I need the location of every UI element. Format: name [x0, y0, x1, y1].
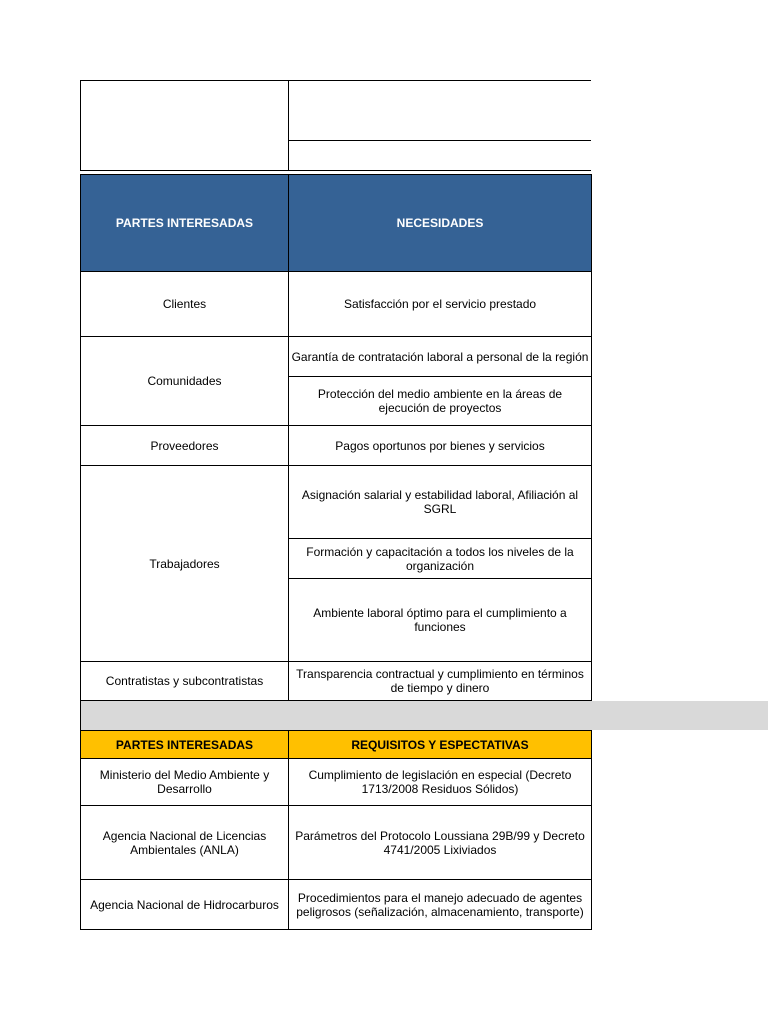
party-cell: Clientes [80, 271, 289, 337]
title-block-top-border [288, 80, 591, 81]
need-cell: Ambiente laboral óptimo para el cumplimiento a funciones [288, 578, 592, 662]
header-partes-interesadas-2: PARTES INTERESADAS [80, 730, 289, 759]
need-cell: Formación y capacitación a todos los niveles de la organización [288, 538, 592, 579]
party-cell: Contratistas y subcontratistas [80, 661, 289, 701]
requirement-cell: Cumplimiento de legislación en especial (Decreto 1713/2008 Residuos Sólidos) [288, 758, 592, 806]
header-requisitos: REQUISITOS Y ESPECTATIVAS [288, 730, 592, 759]
party-cell: Comunidades [80, 336, 289, 426]
party-cell: Trabajadores [80, 465, 289, 662]
need-cell: Transparencia contractual y cumplimiento en términos de tiempo y dinero [288, 661, 592, 701]
party-cell: Agencia Nacional de Licencias Ambientales (ANLA) [80, 805, 289, 880]
party-cell: Proveedores [80, 425, 289, 466]
party-cell: Agencia Nacional de Hidrocarburos [80, 879, 289, 930]
need-cell: Protección del medio ambiente en la áreas de ejecución de proyectos [288, 376, 592, 426]
requirement-cell: Procedimientos para el manejo adecuado de agentes peligrosos (señalización, almacenamiento, transporte) [288, 879, 592, 930]
need-cell: Satisfacción por el servicio prestado [288, 271, 592, 337]
need-cell: Asignación salarial y estabilidad laboral, Afiliación al SGRL [288, 465, 592, 539]
separator-band [80, 701, 768, 730]
requirement-cell: Parámetros del Protocolo Loussiana 29B/99 y Decreto 4741/2005 Lixiviados [288, 805, 592, 880]
title-block-mid-border [288, 140, 591, 141]
header-partes-interesadas: PARTES INTERESADAS [80, 174, 289, 272]
need-cell: Pagos oportunos por bienes y servicios [288, 425, 592, 466]
header-necesidades: NECESIDADES [288, 174, 592, 272]
title-block-left [80, 80, 289, 171]
separator-left-border [80, 701, 81, 730]
party-cell: Ministerio del Medio Ambiente y Desarrollo [80, 758, 289, 806]
title-block-bottom-border [288, 170, 591, 171]
need-cell: Garantía de contratación laboral a personal de la región [288, 336, 592, 377]
